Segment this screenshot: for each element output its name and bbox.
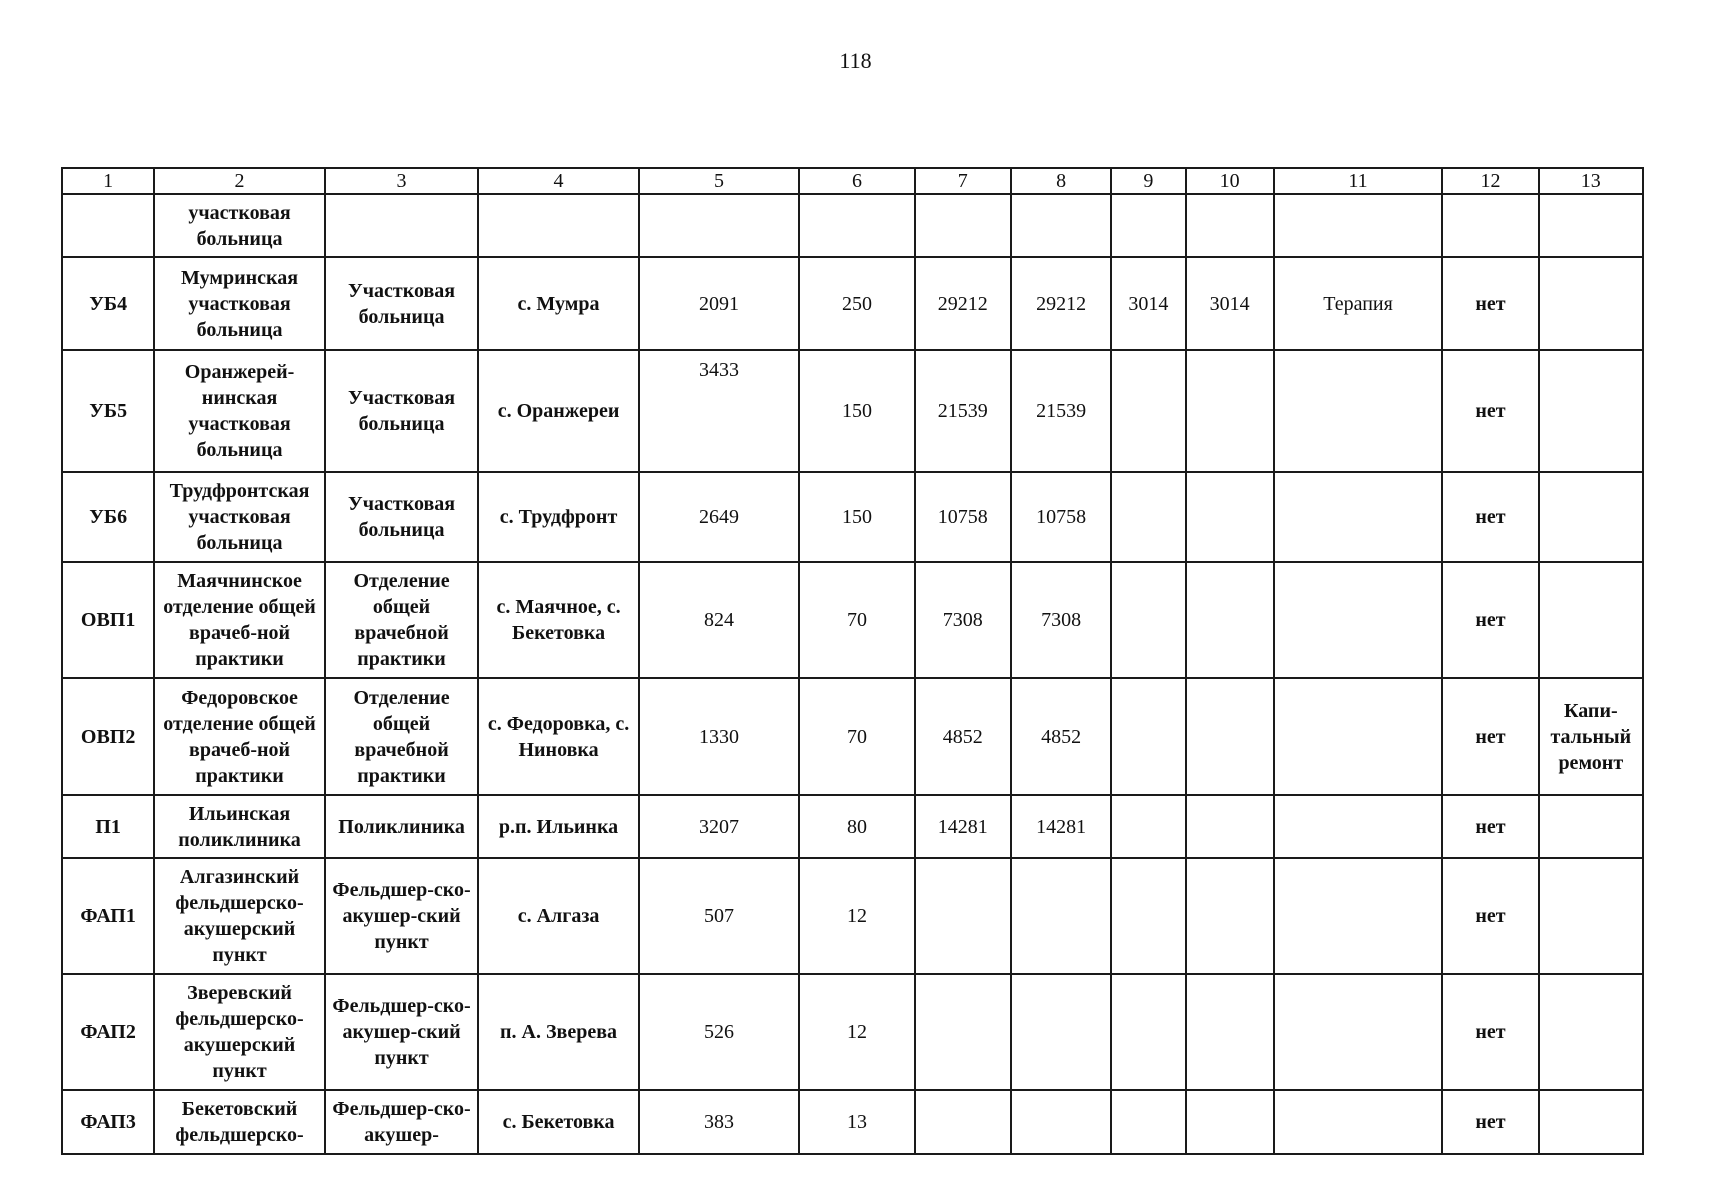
cell-col10: 3014: [1186, 257, 1274, 350]
cell-code: ОВП1: [62, 562, 154, 678]
cell-col9: [1111, 350, 1185, 472]
cell-type: Фельдшер-ско-акушер-ский пункт: [325, 974, 478, 1090]
cell-location: с. Алгаза: [478, 858, 639, 974]
col-header-9: 9: [1111, 168, 1185, 194]
cell-col10: [1186, 562, 1274, 678]
cell-name: Зверевский фельдшерско-акушерский пункт: [154, 974, 325, 1090]
cell-type: Участковая больница: [325, 257, 478, 350]
cell-col5: 3207: [639, 795, 800, 858]
cell-col8: 14281: [1011, 795, 1111, 858]
cell-name: участковая больница: [154, 194, 325, 257]
facilities-table-container: [61, 167, 1644, 1155]
cell-col5: [639, 194, 800, 257]
cell-col13: Капи-тальный ремонт: [1539, 678, 1643, 795]
cell-col5: 2649: [639, 472, 800, 562]
cell-col13: [1539, 257, 1643, 350]
cell-col8: [1011, 1090, 1111, 1154]
cell-code: УБ4: [62, 257, 154, 350]
col-header-3: 3: [325, 168, 478, 194]
col-header-6: 6: [799, 168, 914, 194]
cell-col12: нет: [1442, 858, 1538, 974]
cell-col9: [1111, 678, 1185, 795]
cell-location: р.п. Ильинка: [478, 795, 639, 858]
cell-location: с. Федоровка, с. Ниновка: [478, 678, 639, 795]
cell-col5: 3433: [639, 350, 800, 472]
cell-location: [478, 194, 639, 257]
cell-col7: 29212: [915, 257, 1011, 350]
cell-name: Бекетовский фельдшерско-: [154, 1090, 325, 1154]
cell-location: с. Оранжереи: [478, 350, 639, 472]
table-row: [62, 974, 1643, 1090]
cell-col5: 526: [639, 974, 800, 1090]
cell-type: Фельдшер-ско-акушер-: [325, 1090, 478, 1154]
cell-code: ОВП2: [62, 678, 154, 795]
cell-col12: нет: [1442, 1090, 1538, 1154]
cell-col5: 1330: [639, 678, 800, 795]
col-header-5: 5: [639, 168, 800, 194]
cell-col10: [1186, 472, 1274, 562]
table-row: [62, 678, 1643, 795]
cell-col10: [1186, 974, 1274, 1090]
header-row: [62, 168, 1643, 194]
col-header-11: 11: [1274, 168, 1443, 194]
cell-col10: [1186, 350, 1274, 472]
cell-col7: [915, 858, 1011, 974]
table-row: [62, 472, 1643, 562]
cell-col13: [1539, 1090, 1643, 1154]
cell-col7: [915, 974, 1011, 1090]
cell-code: П1: [62, 795, 154, 858]
cell-col11: [1274, 678, 1443, 795]
cell-col9: [1111, 194, 1185, 257]
table-row: [62, 795, 1643, 858]
cell-type: Участковая больница: [325, 472, 478, 562]
cell-col8: [1011, 194, 1111, 257]
cell-col11: [1274, 472, 1443, 562]
col-header-7: 7: [915, 168, 1011, 194]
cell-col11: [1274, 1090, 1443, 1154]
table-row: [62, 257, 1643, 350]
cell-col6: [799, 194, 914, 257]
cell-col8: 7308: [1011, 562, 1111, 678]
cell-name: Мумринская участковая больница: [154, 257, 325, 350]
table-row: [62, 1090, 1643, 1154]
cell-col12: нет: [1442, 472, 1538, 562]
cell-col13: [1539, 194, 1643, 257]
cell-col13: [1539, 974, 1643, 1090]
cell-name: Маячнинское отделение общей врачеб-ной практики: [154, 562, 325, 678]
cell-col7: 4852: [915, 678, 1011, 795]
cell-col7: [915, 194, 1011, 257]
cell-code: УБ6: [62, 472, 154, 562]
cell-col5: 2091: [639, 257, 800, 350]
cell-col7: 21539: [915, 350, 1011, 472]
page-number: 118: [839, 48, 872, 73]
cell-col8: 29212: [1011, 257, 1111, 350]
cell-col6: 12: [799, 974, 914, 1090]
cell-col12: нет: [1442, 678, 1538, 795]
col-header-13: 13: [1539, 168, 1643, 194]
col-header-1: 1: [62, 168, 154, 194]
cell-col13: [1539, 350, 1643, 472]
cell-col9: [1111, 858, 1185, 974]
cell-col13: [1539, 472, 1643, 562]
cell-col8: 10758: [1011, 472, 1111, 562]
cell-name: Ильинская поликлиника: [154, 795, 325, 858]
cell-col7: 14281: [915, 795, 1011, 858]
cell-type: [325, 194, 478, 257]
cell-type: Поликлиника: [325, 795, 478, 858]
cell-col6: 12: [799, 858, 914, 974]
cell-code: ФАП1: [62, 858, 154, 974]
cell-col6: 250: [799, 257, 914, 350]
cell-col8: [1011, 974, 1111, 1090]
cell-type: Отделение общей врачебной практики: [325, 678, 478, 795]
cell-type: Фельдшер-ско-акушер-ский пункт: [325, 858, 478, 974]
cell-code: ФАП2: [62, 974, 154, 1090]
table-row: [62, 350, 1643, 472]
col-header-10: 10: [1186, 168, 1274, 194]
cell-col6: 70: [799, 678, 914, 795]
cell-col9: [1111, 472, 1185, 562]
cell-col9: [1111, 1090, 1185, 1154]
cell-location: с. Маячное, с. Бекетовка: [478, 562, 639, 678]
cell-col11: [1274, 795, 1443, 858]
cell-code: УБ5: [62, 350, 154, 472]
cell-col12: нет: [1442, 350, 1538, 472]
cell-location: с. Бекетовка: [478, 1090, 639, 1154]
cell-col9: [1111, 562, 1185, 678]
cell-col11: [1274, 350, 1443, 472]
cell-col10: [1186, 678, 1274, 795]
table-row: [62, 194, 1643, 257]
cell-col6: 13: [799, 1090, 914, 1154]
cell-col10: [1186, 858, 1274, 974]
cell-location: с. Мумра: [478, 257, 639, 350]
cell-col10: [1186, 1090, 1274, 1154]
cell-type: Отделение общей врачебной практики: [325, 562, 478, 678]
table-row: [62, 562, 1643, 678]
cell-col13: [1539, 795, 1643, 858]
cell-col6: 70: [799, 562, 914, 678]
cell-col5: 824: [639, 562, 800, 678]
cell-name: Алгазинский фельдшерско-акушерский пункт: [154, 858, 325, 974]
cell-col11: [1274, 194, 1443, 257]
cell-col11: [1274, 858, 1443, 974]
table-row: [62, 858, 1643, 974]
cell-col13: [1539, 858, 1643, 974]
cell-col7: 7308: [915, 562, 1011, 678]
cell-col11: [1274, 974, 1443, 1090]
cell-col9: [1111, 974, 1185, 1090]
cell-code: [62, 194, 154, 257]
cell-col12: нет: [1442, 562, 1538, 678]
cell-col5: 383: [639, 1090, 800, 1154]
cell-col10: [1186, 194, 1274, 257]
cell-name: Оранжерей-нинская участковая больница: [154, 350, 325, 472]
cell-col12: [1442, 194, 1538, 257]
cell-col5: 507: [639, 858, 800, 974]
col-header-8: 8: [1011, 168, 1111, 194]
facilities-table: [61, 167, 1644, 1155]
cell-col10: [1186, 795, 1274, 858]
cell-col11: Терапия: [1274, 257, 1443, 350]
col-header-4: 4: [478, 168, 639, 194]
cell-col11: [1274, 562, 1443, 678]
cell-col8: 4852: [1011, 678, 1111, 795]
cell-col9: [1111, 795, 1185, 858]
cell-col12: нет: [1442, 795, 1538, 858]
cell-col6: 150: [799, 350, 914, 472]
cell-col8: [1011, 858, 1111, 974]
cell-col7: 10758: [915, 472, 1011, 562]
cell-name: Трудфронтская участковая больница: [154, 472, 325, 562]
cell-location: с. Трудфронт: [478, 472, 639, 562]
cell-col6: 150: [799, 472, 914, 562]
cell-type: Участковая больница: [325, 350, 478, 472]
cell-col13: [1539, 562, 1643, 678]
col-header-12: 12: [1442, 168, 1538, 194]
cell-code: ФАП3: [62, 1090, 154, 1154]
cell-col6: 80: [799, 795, 914, 858]
cell-col8: 21539: [1011, 350, 1111, 472]
cell-col7: [915, 1090, 1011, 1154]
cell-col9: 3014: [1111, 257, 1185, 350]
cell-col12: нет: [1442, 974, 1538, 1090]
cell-name: Федоровское отделение общей врачеб-ной практики: [154, 678, 325, 795]
cell-col12: нет: [1442, 257, 1538, 350]
cell-location: п. А. Зверева: [478, 974, 639, 1090]
col-header-2: 2: [154, 168, 325, 194]
